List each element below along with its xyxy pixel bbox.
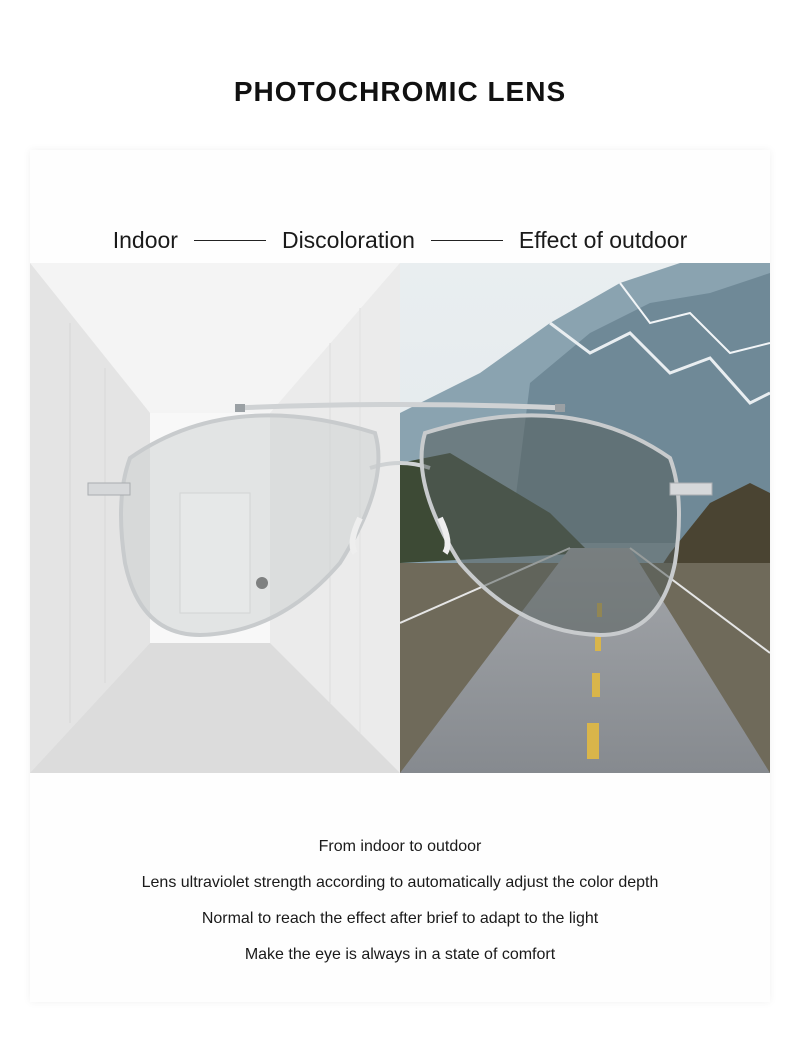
flow-divider: [194, 240, 266, 241]
page-title: PHOTOCHROMIC LENS: [233, 76, 567, 107]
flow-divider: [431, 240, 503, 241]
caption-line: Make the eye is always in a state of comfort: [244, 946, 556, 963]
sunglasses-illustration: [30, 263, 770, 773]
caption-line: From indoor to outdoor: [318, 838, 482, 855]
product-image: [30, 263, 770, 773]
caption-list: [0, 834, 800, 978]
caption-line: Lens ultraviolet strength according to automatically adjust the color depth: [141, 874, 659, 891]
outdoor-label: Effect of outdoor: [518, 226, 688, 253]
transition-flow: [0, 222, 800, 258]
indoor-label: Indoor: [112, 226, 178, 253]
discoloration-label: Discoloration: [281, 226, 415, 253]
caption-line: Normal to reach the effect after brief to adapt to the light: [201, 910, 599, 927]
